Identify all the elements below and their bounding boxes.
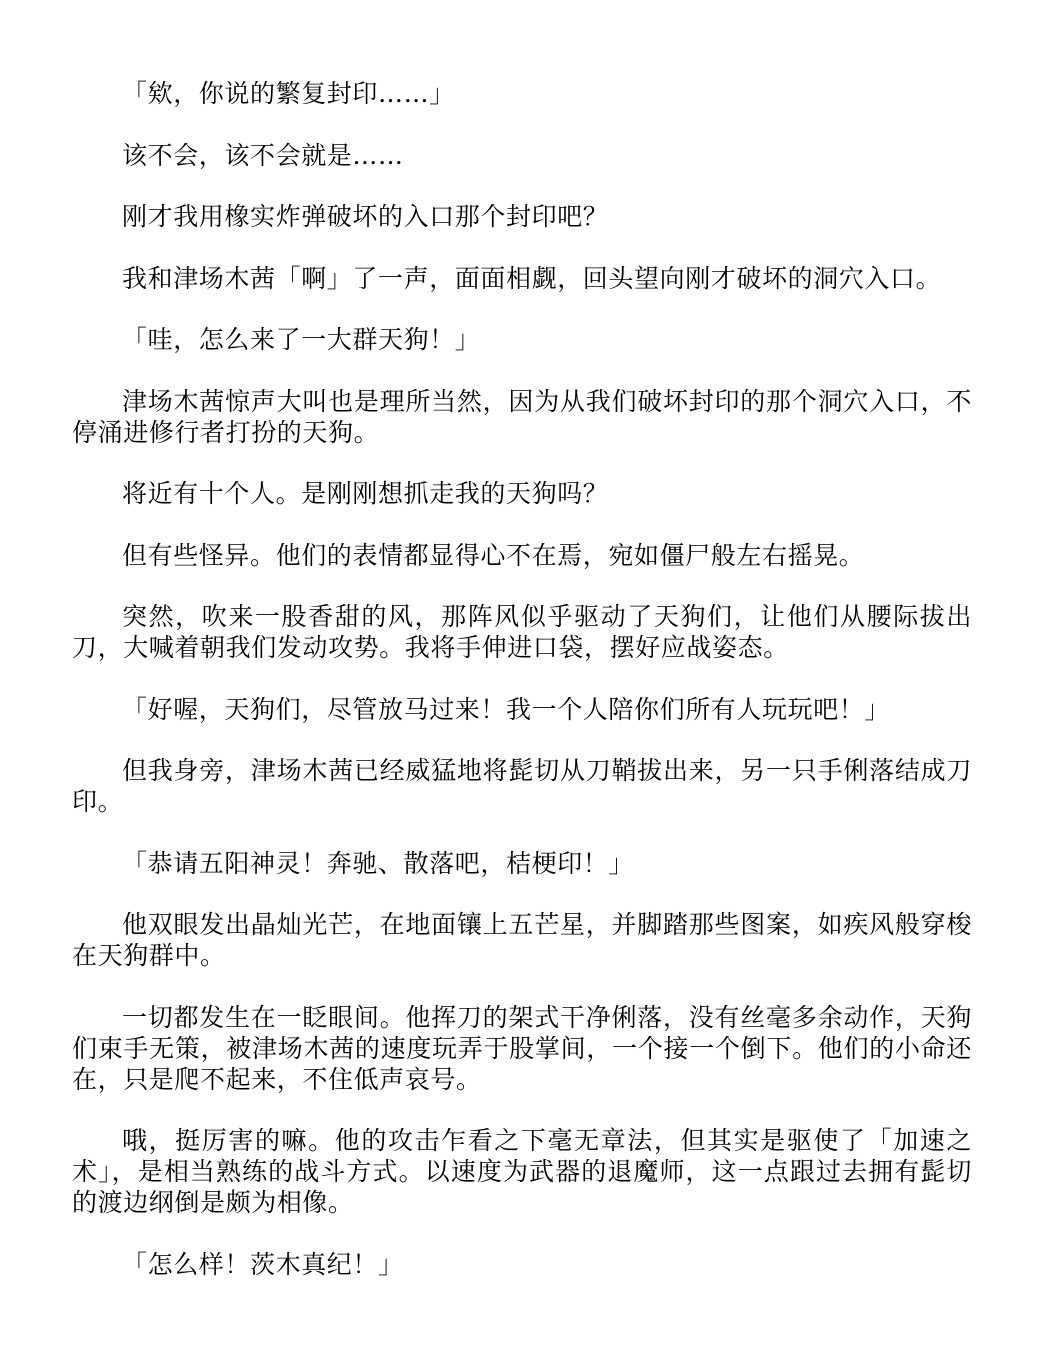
paragraph-11: 但我身旁，津场木茜已经威猛地将髭切从刀鞘拔出来，另一只手俐落结成刀印。 [72, 756, 972, 816]
paragraph-10: 「好喔，天狗们，尽管放马过来！我一个人陪你们所有人玩玩吧！」 [122, 694, 891, 724]
paragraph-1: 「欸，你说的繁复封印……」 [122, 79, 455, 108]
paragraph-12: 「恭请五阳神灵！奔驰、散落吧，桔梗印！」 [122, 848, 635, 878]
paragraph-7: 将近有十个人。是刚刚想抓走我的天狗吗？ [122, 479, 609, 508]
paragraph-15: 哦，挺厉害的嘛。他的攻击乍看之下毫无章法，但其实是驱使了「加速之术」，是相当熟练的战斗方式。以速度为武器的退魔师，这一点跟过去拥有髭切的渡边纲倒是颇为相像。 [72, 1126, 972, 1217]
paragraph-3: 刚才我用橡实炸弹破坏的入口那个封印吧？ [122, 202, 609, 231]
paragraph-6: 津场木茜惊声大叫也是理所当然，因为从我们破坏封印的那个洞穴入口，不停涌进修行者打扮的天狗。 [72, 386, 972, 447]
paragraph-13: 他双眼发出晶灿光芒，在地面镶上五芒星，并脚踏那些图案，如疾风般穿梭在天狗群中。 [72, 910, 972, 970]
paragraph-14: 一切都发生在一眨眼间。他挥刀的架式干净俐落，没有丝毫多余动作，天狗们束手无策，被津场木茜的速度玩弄于股掌间，一个接一个倒下。他们的小命还在，只是爬不起来，不住低声哀号。 [72, 1002, 972, 1094]
paragraph-5: 「哇，怎么来了一大群天狗！」 [122, 325, 481, 354]
paragraph-2: 该不会，该不会就是…… [122, 140, 404, 170]
paragraph-16: 「怎么样！茨木真纪！」 [122, 1249, 404, 1279]
paragraph-8: 但有些怪异。他们的表情都显得心不在焉，宛如僵尸般左右摇晃。 [122, 540, 865, 570]
body-text [72, 78, 972, 1310]
paragraph-4: 我和津场木茜「啊」了一声，面面相觑，回头望向刚才破坏的洞穴入口。 [122, 263, 942, 293]
paragraph-9: 突然，吹来一股香甜的风，那阵风似乎驱动了天狗们，让他们从腰际拔出刀，大喊着朝我们发动攻势。我将手伸进口袋，摆好应战姿态。 [72, 602, 972, 662]
